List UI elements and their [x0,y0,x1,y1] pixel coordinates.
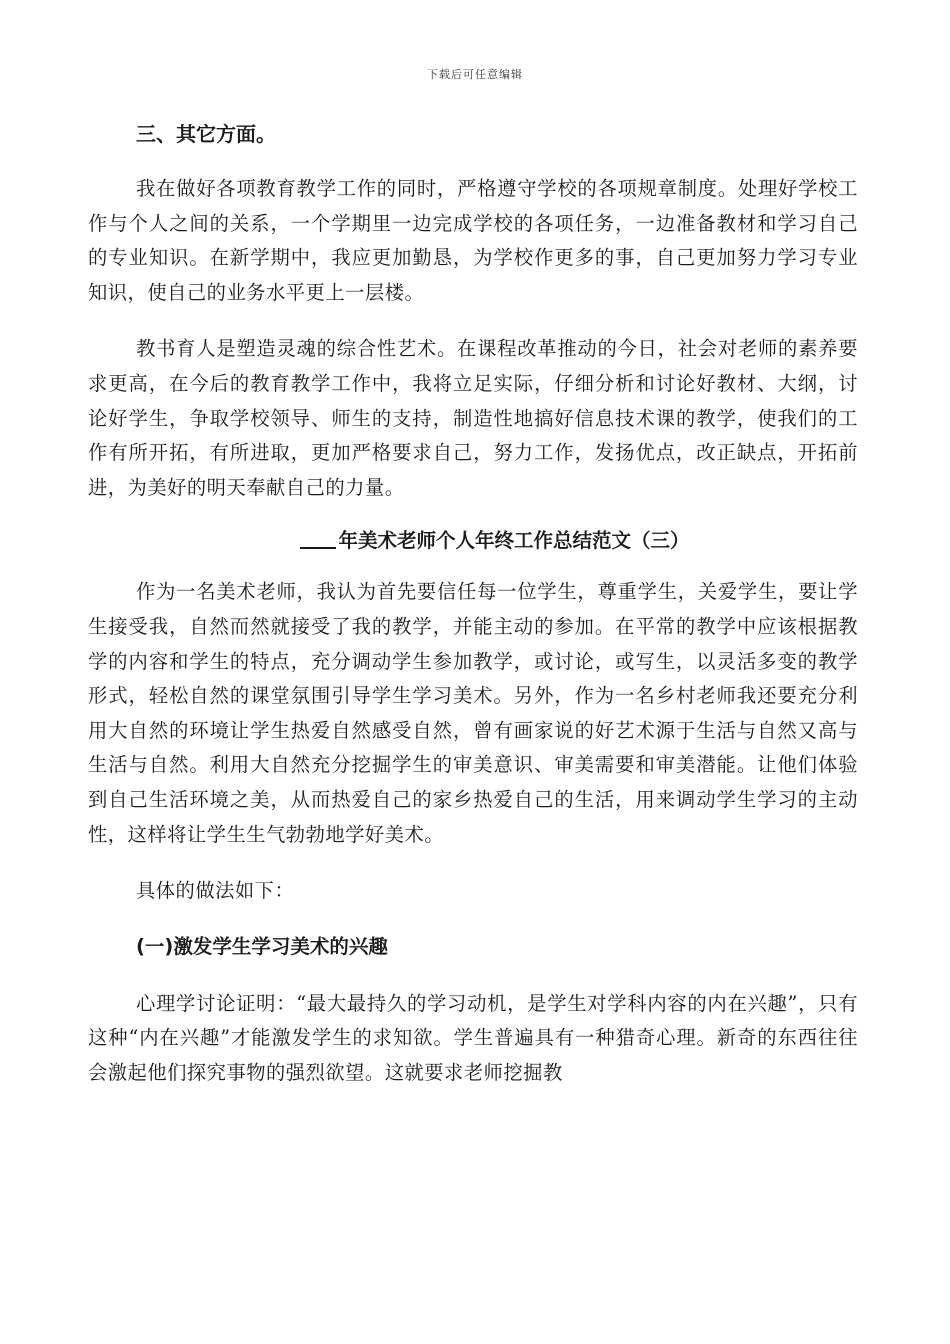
year-blank-underline [300,529,336,549]
paragraph-teaching-art: 教书育人是塑造灵魂的综合性艺术。在课程改革推动的今日，社会对老师的素养要求更高，在今后的教育教学工作中，我将立足实际，仔细分析和讨论好教材、大纲，讨论好学生，争取学校领导、师生的支持，制造性地搞好信息技术课的教学，使我们的工作有所开拓，有所进取，更加严格要求自己，努力工作，发扬优点，改正缺点，开拓前进，为美好的明天奉献自己的力量。 [88,337,858,499]
paragraph-intro: 作为一名美术老师，我认为首先要信任每一位学生，尊重学生，关爱学生，要让学生接受我，自然而然就接受了我的教学，并能主动的参加。在平常的教学中应该根据教学的内容和学生的特点，充分调动学生参加教学，或讨论，或写生，以灵活多变的教学形式，轻松自然的课堂氛围引导学生学习美术。另外，作为一名乡村老师我还要充分利用大自然的环境让学生热爱自然感受自然，曾有画家说的好艺术源于生活与自然又高与生活与自然。利用大自然充分挖掘学生的审美意识、审美需要和审美潜能。让他们体验到自己生活环境之美，从而热爱自己的家乡热爱自己的生活，用来调动学生学习的主动性，这样将让学生生气勃勃地学好美术。 [88,580,858,846]
article-title [88,523,858,559]
page-header-note: 下载后可任意编辑 [427,68,523,81]
methods-label: 具体的做法如下： [136,879,295,903]
document-body [88,112,858,1090]
subheading-interest: (一)激发学生学习美术的兴趣 [136,934,388,958]
article-title-text: 年美术老师个人年终工作总结范文（三） [338,529,690,553]
paragraph-rules: 我在做好各项教育教学工作的同时，严格遵守学校的各项规章制度。处理好学校工作与个人之间的关系，一个学期里一边完成学校的各项任务，一边准备教材和学习自己的专业知识。在新学期中，我应更加勤恳，为学校作更多的事，自己更加努力学习专业知识，使自己的业务水平更上一层楼。 [88,177,858,304]
paragraph-psychology: 心理学讨论证明：“最大最持久的学习动机，是学生对学科内容的内在兴趣”，只有这种“内在兴趣”才能激发学生的求知欲。学生普遍具有一种猎奇心理。新奇的东西往往会激起他们探究事物的强烈欲望。这就要求老师挖掘教 [88,991,858,1084]
section-heading-other-aspects: 三、其它方面。 [136,122,276,146]
